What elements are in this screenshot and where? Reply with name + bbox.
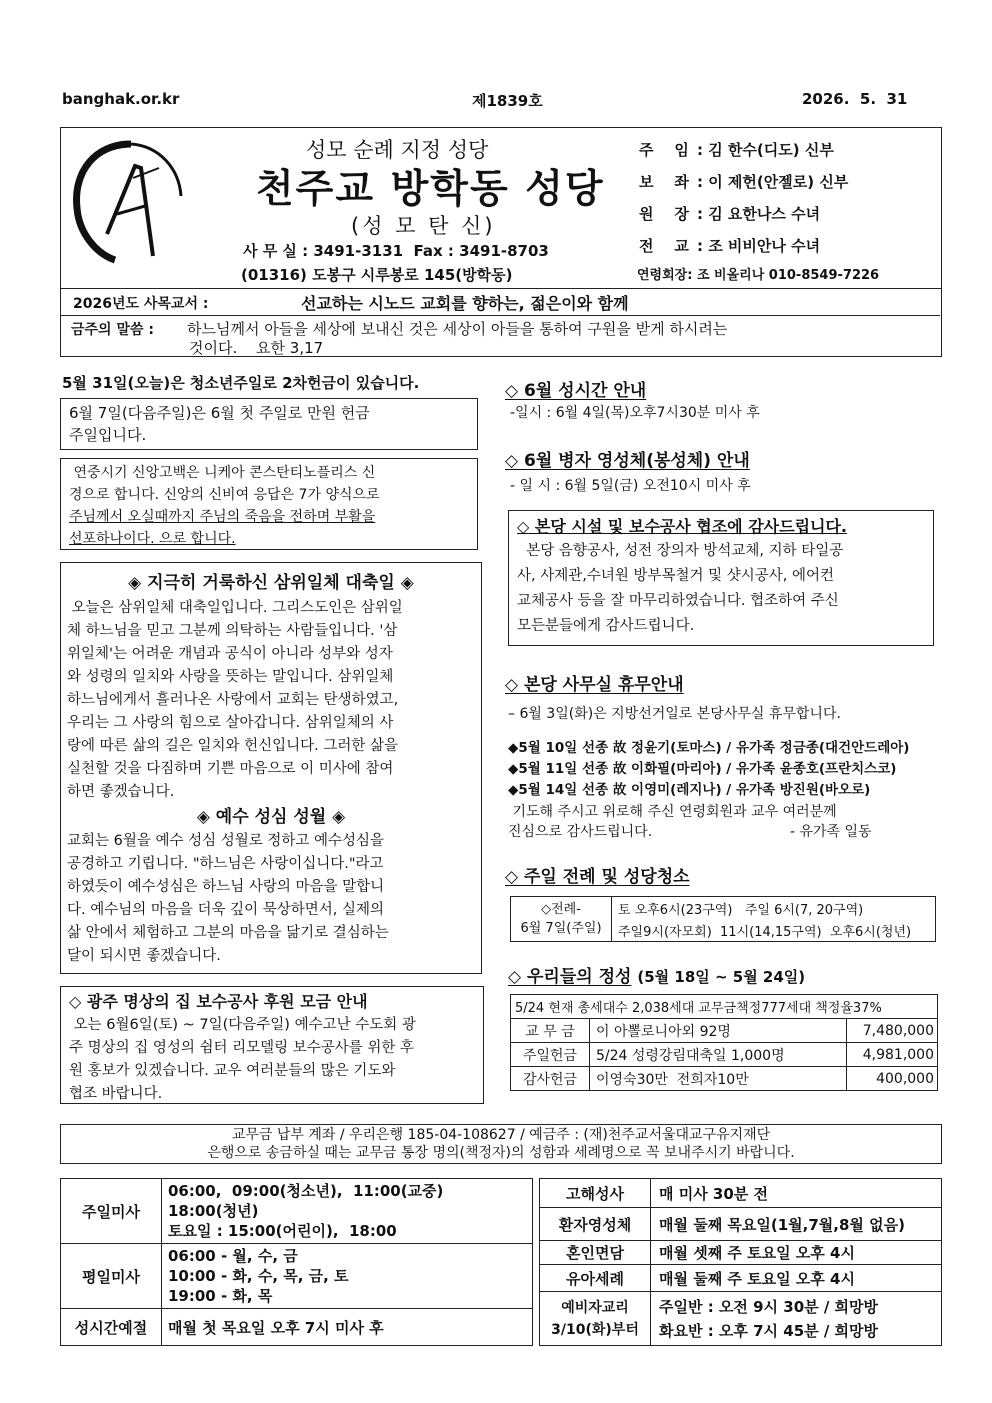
sunday-mass-label: 주일미사 xyxy=(61,1179,162,1244)
office-closed-title: ◇ 본당 사무실 휴무안내 xyxy=(505,675,684,695)
verse-line1: 하느님께서 아들을 세상에 보내신 것은 세상이 아들을 통하여 구원을 받게 하시려는 xyxy=(187,320,728,338)
office-phone: 사 무 실 : 3491-3131 Fax : 3491-8703 xyxy=(243,242,549,260)
article-line: 하면 좋겠습니다. xyxy=(67,784,175,800)
liturgy-row: 주일9시(자모회) 11시(14,15구역) 오후6시(청년) xyxy=(612,919,936,942)
offering-amount: 4,981,000 xyxy=(847,1043,938,1067)
article-line: 랑에 따른 삶의 길은 일치와 헌신입니다. 그러한 삶을 xyxy=(67,738,399,754)
mass-schedule xyxy=(60,1178,942,1346)
offering-label: 교 무 금 xyxy=(511,1019,590,1043)
obituary-item: ◆5월 10일 선종 故 정윤기(토마스) / 유가족 정금종(대건안드레아) xyxy=(508,740,910,756)
article-line: 다. 예수님의 마음을 더욱 깊이 묵상하면서, 실제의 xyxy=(67,902,385,918)
article-line: 오늘은 삼위일체 대축일입니다. 그리스도인은 삼위일 xyxy=(67,600,403,616)
liturgy-row: 토 오후6시(23구역) 주일 6시(7, 20구역) xyxy=(612,897,936,920)
trinity-title: ◈ 지극히 거룩하신 삼위일체 대축일 ◈ xyxy=(128,573,414,593)
motto-box xyxy=(60,288,942,357)
pilgrimage-line: 성모 순례 지정 성당 xyxy=(306,138,489,162)
offering-desc: 이영숙30만 전희자10만 xyxy=(590,1067,847,1091)
notice-line: 협조 바랍니다. xyxy=(69,1086,163,1102)
creed-line: 선포하나이다. 으로 합니다. xyxy=(69,531,236,547)
table-row xyxy=(511,1019,938,1043)
offering-desc: 5/24 성령강림대축일 1,000명 xyxy=(590,1043,847,1067)
obituary-signature: - 유가족 일동 xyxy=(790,824,872,840)
anointing-info: - 일 시 : 6월 5일(금) 오전10시 미사 후 xyxy=(510,478,751,494)
article-line: 교회는 6월을 예수 성심 성월로 정하고 예수성심을 xyxy=(67,833,385,849)
offering-desc: 이 아뽈로니아외 92명 xyxy=(590,1019,847,1043)
obituary-list xyxy=(508,738,909,801)
article-line: 체 하느님을 믿고 그분께 의탁하는 사람들입니다. '삼 xyxy=(67,623,398,639)
notice-line: 원 홍보가 있겠습니다. 교우 여러분들의 많은 기도와 xyxy=(69,1063,396,1079)
obituary-item: ◆5월 14일 선종 故 이영미(레지나) / 유가족 방진원(바오로) xyxy=(508,782,871,798)
first-sunday-notice xyxy=(60,398,478,450)
thanks-line: 본당 음향공사, 성전 장의자 방석교체, 지하 타일공 xyxy=(517,543,844,559)
council-contact: 연령회장: 조 비올리나 010-8549-7226 xyxy=(637,268,880,283)
parish-subtitle: (성 모 탄 신) xyxy=(351,214,496,238)
catechism-info: 주일반 : 오전 9시 30분 / 희망방 화요반 : 오후 7시 45분 / 희망방 xyxy=(651,1292,942,1346)
account-note: 은행으로 송금하실 때는 교무금 통장 명의(책정자)의 성함과 세례명으로 꼭 보내주시기 바랍니다. xyxy=(207,1145,795,1161)
verse-line2: 것이다. 요한 3,17 xyxy=(189,339,324,357)
obituary-thanks-line1: 기도해 주시고 위로해 주신 연령회원과 교우 여러분께 xyxy=(508,804,837,820)
article-line: 위일체'는 어려운 개념과 공식이 아니라 성부와 성자 xyxy=(67,646,393,662)
confession-label: 고해성사 xyxy=(540,1179,651,1208)
notice-line: 주 명상의 집 영성의 쉼터 리모델링 보수공사를 위한 후 xyxy=(69,1040,415,1056)
confession-info: 매 미사 30분 전 xyxy=(651,1179,942,1208)
marriage-label: 혼인면담 xyxy=(540,1241,651,1265)
infant-baptism-label: 유아세례 xyxy=(540,1265,651,1292)
article-line: 하였듯이 예수성심은 하느님 사랑의 마음을 말합니 xyxy=(67,879,385,895)
creed-line: 주님께서 오실때까지 주님의 죽음을 전하며 부활을 xyxy=(69,509,376,525)
gwangju-notice xyxy=(60,986,484,1104)
marriage-info: 매월 셋째 주 토요일 오후 4시 xyxy=(651,1241,942,1265)
article-line: 실천할 것을 다짐하며 기쁜 마음으로 이 미사에 참여 xyxy=(67,761,394,777)
renovation-thanks xyxy=(508,510,934,646)
catechism-label: 예비자교리 3/10(화)부터 xyxy=(540,1292,651,1346)
notice-line: 주일입니다. xyxy=(69,426,147,444)
creed-line: 연중시기 신앙고백은 니케아 콘스탄티노플리스 신 xyxy=(69,465,376,481)
staff-director: 원 장 : 김 요한나스 수녀 xyxy=(639,205,821,223)
liturgy-label: ◇전례- 6월 7일(주일) xyxy=(511,897,612,942)
issue-date: 2026. 5. 31 xyxy=(802,90,908,108)
article-line: 우리는 그 사랑의 힘으로 살아갑니다. 삼위일체의 사 xyxy=(67,715,394,731)
liturgy-title: ◇ 주일 전례 및 성당청소 xyxy=(505,867,690,887)
article-line: 와 성령의 일치와 사랑을 뜻하는 말입니다. 삼위일체 xyxy=(67,669,394,685)
parish-logo-icon xyxy=(67,138,189,266)
sunday-mass-times: 06:00, 09:00(청소년), 11:00(교중) 18:00(청년) 토요일 : 15:00(어린이), 18:00 xyxy=(162,1179,533,1244)
home-communion-label: 환자영성체 xyxy=(540,1208,651,1241)
masthead xyxy=(60,127,942,289)
verse-label: 금주의 말씀 : xyxy=(71,322,154,338)
notice-line: 6월 7일(다음주일)은 6월 첫 주일로 만원 헌금 xyxy=(69,404,370,422)
liturgy-table xyxy=(510,896,936,942)
table-row xyxy=(511,1067,938,1091)
holy-hour-title: ◇ 6월 성시간 안내 xyxy=(505,381,647,401)
article-line: 삶 안에서 체험하고 그분의 마음을 닮기로 결심하는 xyxy=(67,925,389,941)
holy-hour-label: 성시간예절 xyxy=(61,1309,162,1346)
anointing-title: ◇ 6월 병자 영성체(봉성체) 안내 xyxy=(505,451,750,471)
weekday-mass-label: 평일미사 xyxy=(61,1244,162,1309)
obituary-thanks-line2: 진심으로 감사드립니다. xyxy=(508,824,653,840)
staff-catechist: 전 교 : 조 비비안나 수녀 xyxy=(639,237,821,255)
office-closed-info: – 6월 3일(화)은 지방선거일로 본당사무실 휴무합니다. xyxy=(508,706,841,722)
offering-table xyxy=(510,994,938,1091)
account-line: 교무금 납부 계좌 / 우리은행 185-04-108627 / 예금주 : (재)천주교서울대교구유지재단 xyxy=(231,1127,771,1143)
offering-header: 5/24 현재 총세대수 2,038세대 교무금책정777세대 책정율37% xyxy=(511,995,938,1019)
weekday-mass-times: 06:00 - 월, 수, 금 10:00 - 화, 수, 목, 금, 토 19:00 - 화, 목 xyxy=(162,1244,533,1309)
motto-label: 2026년도 사목교서 : xyxy=(73,296,209,312)
offering-amount: 7,480,000 xyxy=(847,1019,938,1043)
article-line: 공경하고 기립니다. "하느님은 사랑이십니다."라고 xyxy=(67,856,384,872)
second-collection-notice: 5월 31일(오늘)은 청소년주일로 2차헌금이 있습니다. xyxy=(62,374,420,392)
holy-hour-schedule: 매월 첫 목요일 오후 7시 미사 후 xyxy=(162,1309,533,1346)
article-line: 달이 되시면 좋겠습니다. xyxy=(67,948,221,964)
thanks-line: 교체공사 등을 잘 마무리하였습니다. 협조하여 주신 xyxy=(517,593,839,609)
gwangju-title: ◇ 광주 명상의 집 보수공사 후원 모금 안내 xyxy=(69,992,368,1011)
thanks-line: 사, 사제관,수녀원 방부목철거 및 샷시공사, 에어컨 xyxy=(517,568,835,584)
holy-hour-info: -일시 : 6월 4일(목)오후7시30분 미사 후 xyxy=(510,405,760,421)
offering-title: ◇ 우리들의 정성 (5월 18일 ~ 5월 24일) xyxy=(508,967,806,987)
renovation-title: ◇ 본당 시설 및 보수공사 협조에 감사드립니다. xyxy=(517,517,848,536)
article-line: 하느님에게서 흘러나온 사랑에서 교회는 탄생하였고, xyxy=(67,692,399,708)
sacred-heart-title: ◈ 예수 성심 성월 ◈ xyxy=(196,807,346,827)
creed-line: 경으로 합니다. 신앙의 신비여 응답은 7가 양식으로 xyxy=(69,487,380,503)
offering-label: 주일헌금 xyxy=(511,1043,590,1067)
office-address: (01316) 도봉구 시루봉로 145(방학동) xyxy=(241,266,513,284)
home-communion-info: 매월 둘째 목요일(1월,7월,8월 없음) xyxy=(651,1208,942,1241)
site-url: banghak.or.kr xyxy=(62,90,180,108)
offering-label: 감사헌금 xyxy=(511,1067,590,1091)
offering-amount: 400,000 xyxy=(847,1067,938,1091)
parish-title: 천주교 방학동 성당 xyxy=(256,167,605,212)
thanks-line: 모든분들에게 감사드립니다. xyxy=(517,618,695,634)
account-box xyxy=(60,1124,942,1164)
infant-baptism-info: 매월 둘째 주 토요일 오후 4시 xyxy=(651,1265,942,1292)
notice-line: 오는 6월6일(토) ~ 7일(다음주일) 예수고난 수도회 광 xyxy=(69,1017,416,1033)
issue-number: 제1839호 xyxy=(472,92,543,110)
staff-pastor: 주 임 : 김 한수(디도) 신부 xyxy=(639,141,834,159)
creed-notice xyxy=(60,458,478,550)
staff-list xyxy=(639,134,848,262)
table-row xyxy=(511,1043,938,1067)
obituary-item: ◆5월 11일 선종 故 이화필(마리아) / 유가족 윤종호(프란치스코) xyxy=(508,761,897,777)
feast-article xyxy=(60,562,482,974)
motto-text: 선교하는 시노드 교회를 향하는, 젊은이와 함께 xyxy=(301,294,629,313)
staff-assistant: 보 좌 : 이 제헌(안젤로) 신부 xyxy=(639,173,849,191)
